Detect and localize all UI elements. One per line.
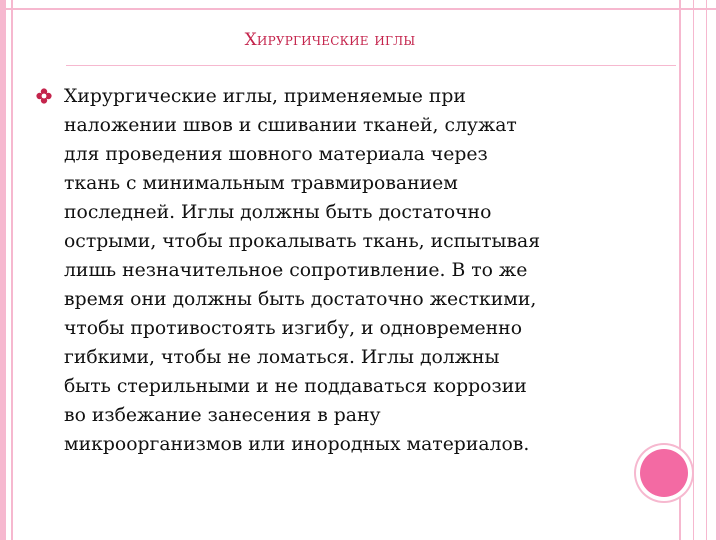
body-line: чтобы противостоять изгибу, и одновременно	[64, 318, 523, 339]
frame-right-line	[693, 0, 694, 540]
flower-bullet-icon	[36, 88, 52, 104]
body-line: острыми, чтобы прокалывать ткань, испытывая	[64, 231, 541, 252]
body-line: во избежание занесения в рану	[64, 405, 381, 426]
frame-right-border	[716, 0, 720, 540]
title-underline	[66, 65, 676, 66]
frame-top-line	[0, 8, 720, 10]
body-line: лишь незначительное сопротивление. В то же	[64, 260, 528, 281]
decorative-circle	[640, 449, 688, 497]
frame-left-border	[0, 0, 6, 540]
body-line: микроорганизмов или инородных материалов.	[64, 434, 530, 455]
body-line: Хирургические иглы, применяемые при	[64, 86, 466, 107]
body-line: ткань с минимальным травмированием	[64, 173, 458, 194]
body-line: быть стерильными и не поддаваться коррозии	[64, 376, 527, 397]
body-paragraph	[64, 82, 668, 459]
body-line: время они должны быть достаточно жесткими,	[64, 289, 537, 310]
slide-title: Хирургические иглы	[244, 30, 416, 50]
body-line: последней. Иглы должны быть достаточно	[64, 202, 492, 223]
body-line: для проведения шовного материала через	[64, 144, 488, 165]
frame-right-line	[706, 0, 707, 540]
body-line: гибкими, чтобы не ломаться. Иглы должны	[64, 347, 500, 368]
body-line: наложении швов и сшивании тканей, служат	[64, 115, 517, 136]
frame-left-line	[11, 0, 13, 540]
